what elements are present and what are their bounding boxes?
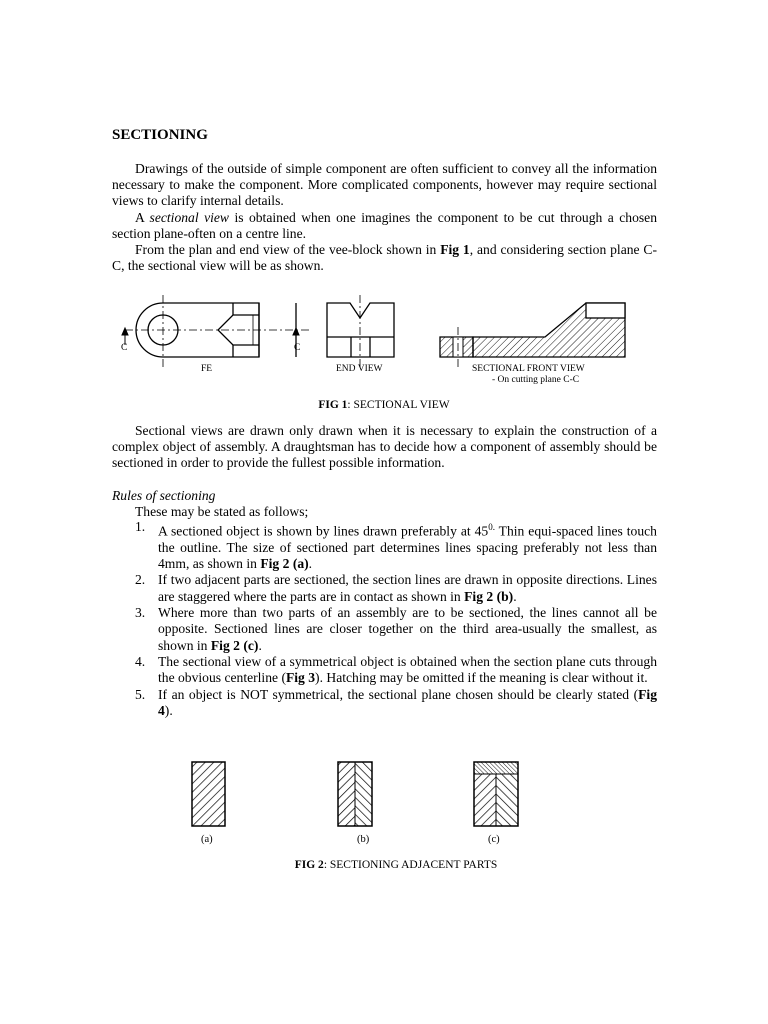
fig-ref: Fig 2 (a) <box>260 556 309 572</box>
text-run: A sectioned object is shown by lines drawn preferably at 45 <box>158 523 489 539</box>
rule-number: 2. <box>135 572 146 588</box>
paragraph-sectional-view <box>112 210 657 242</box>
rules-list <box>135 519 657 719</box>
rules-title: Rules of sectioning <box>112 488 216 503</box>
sectional-front-view <box>440 303 625 370</box>
fig2-label-c: (c) <box>488 834 500 845</box>
fig2-caption-bold: FIG 2 <box>294 859 324 871</box>
fig2c-block <box>474 762 518 826</box>
rule-item-5 <box>135 687 657 720</box>
end-view <box>327 303 394 357</box>
section-heading: SECTIONING <box>112 127 208 143</box>
rule-item-1 <box>135 519 657 572</box>
text-run: . <box>513 588 517 604</box>
label-c-right: C <box>294 343 301 353</box>
fig2b-block <box>338 762 372 826</box>
fig1-caption-rest: : SECTIONAL VIEW <box>347 399 450 411</box>
front-view-centrelines <box>125 295 310 370</box>
text-run: Where more than two parts of an assembly are to be sectioned, the lines cannot all be opposite. Sectioned lines are closer together on the third area-usually the smallest, as shown in <box>158 605 657 653</box>
fig-ref: Fig 2 (c) <box>210 637 259 653</box>
fig-ref: Fig 3 <box>285 670 316 686</box>
paragraph-sectional-drawn: Sectional views are drawn only drawn when it is necessary to explain the construction of a complex object of assembly. A draughtsman has to decide how a component of assembly should be sectioned in order to provide the fullest possible information. <box>112 423 657 471</box>
text-run: , and considering section plane C-C, the sectional view will be as shown. <box>112 242 658 274</box>
fig-ref: Fig 2 (b) <box>464 588 514 604</box>
text-run: ). Hatching may be omitted if the meaning is clear without it. <box>315 670 648 686</box>
fig-ref: Fig 1 <box>440 242 470 257</box>
fig1-caption-bold: FIG 1 <box>318 399 348 411</box>
text-run: If two adjacent parts are sectioned, the section lines are drawn in opposite directions. Lines are staggered where the parts are in contact as shown in <box>158 572 657 604</box>
text-run: . <box>258 637 262 653</box>
text-run: is obtained when one imagines the component to be cut through a chosen section plane-often on a centre line. <box>112 210 658 242</box>
superscript: 0. <box>488 522 495 532</box>
text-run: ). <box>164 702 173 718</box>
rule-number: 5. <box>135 686 146 702</box>
term-sectional-view: sectional view <box>149 210 229 225</box>
fig2-caption-rest: : SECTIONING ADJACENT PARTS <box>323 859 498 871</box>
fig2a-block <box>192 762 225 826</box>
text-run: . <box>308 556 313 572</box>
text-run: Thin equi-spaced lines touch the outline. The size of sectioned part determines lines spacing preferably not less than 4mm, as shown in <box>158 523 657 572</box>
text-run: From the plan and end view of the vee-block shown in <box>135 242 441 257</box>
fig-ref: Fig 4 <box>158 686 657 718</box>
rule-item-2 <box>135 572 657 605</box>
label-cutting-plane: - On cutting plane C-C <box>492 375 580 385</box>
fig2-label-a: (a) <box>201 834 213 845</box>
rules-intro: These may be stated as follows; <box>135 504 309 519</box>
fig2-drawing <box>190 760 550 830</box>
text-run: If an object is NOT symmetrical, the sectional plane chosen should be clearly stated ( <box>158 686 639 702</box>
rule-number: 3. <box>135 605 146 621</box>
label-sectional-front-view: SECTIONAL FRONT VIEW <box>472 364 585 374</box>
fig2-caption <box>0 859 768 871</box>
text-run: A <box>135 210 150 225</box>
fig2-label-b: (b) <box>357 834 370 845</box>
rule-number: 1. <box>135 519 146 534</box>
label-c-left: C <box>121 343 128 353</box>
rule-item-4 <box>135 654 657 687</box>
paragraph-intro: Drawings of the outside of simple component are often sufficient to convey all the information necessary to make the component. More complicated components, however may require sectional views to clarify internal details. <box>112 161 657 209</box>
paragraph-vee-block <box>112 242 657 274</box>
label-fe: FE <box>201 364 213 374</box>
label-end-view: END VIEW <box>336 364 383 374</box>
rule-number: 4. <box>135 653 146 669</box>
text-run: The sectional view of a symmetrical object is obtained when the section plane cuts through the obvious centerline ( <box>158 653 657 686</box>
rule-item-3 <box>135 605 657 654</box>
fig1-caption <box>0 399 768 411</box>
